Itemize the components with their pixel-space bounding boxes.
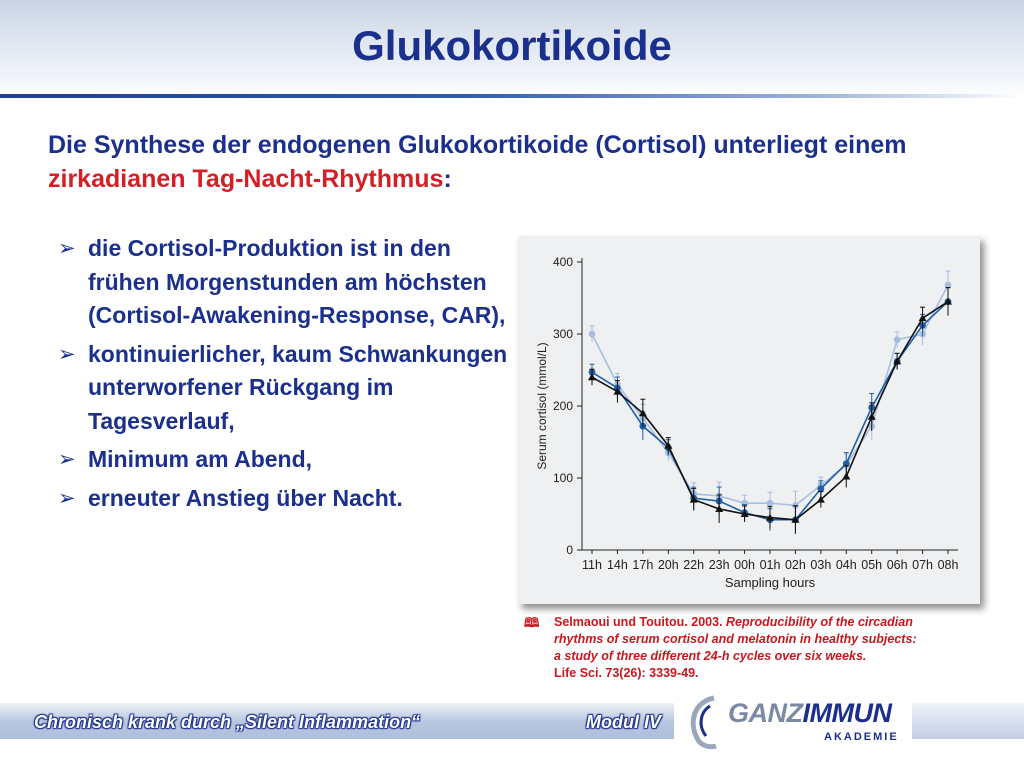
- subtitle-colon: :: [443, 165, 452, 193]
- citation-journal: Life Sci. 73(26): 3339-49.: [554, 666, 699, 680]
- bullet-item: [58, 232, 508, 333]
- cortisol-chart: [518, 236, 980, 604]
- bullet-text: kontinuierlicher, kaum Schwankungen unterworfener Rückgang im Tagesverlauf,: [88, 340, 508, 434]
- y-tick-label: 200: [552, 399, 573, 413]
- arrow-bullet-icon: ➢: [58, 237, 76, 260]
- citation: [524, 614, 994, 682]
- x-tick-label: 04h: [835, 558, 857, 572]
- logo-word-light: GANZ: [728, 698, 803, 728]
- bullet-text: Minimum am Abend,: [88, 446, 313, 472]
- series-line: [592, 285, 948, 505]
- citation-line: rhythms of serum cortisol and melatonin in healthy subjects:: [554, 632, 917, 646]
- data-point: [767, 500, 774, 507]
- x-tick-label: 22h: [683, 558, 705, 572]
- x-tick-label: 20h: [657, 558, 679, 572]
- bullet-item: [58, 443, 508, 477]
- y-tick-label: 300: [552, 327, 573, 341]
- subtitle-highlight: zirkadianen Tag-Nacht-Rhythmus: [48, 165, 444, 193]
- series-line: [592, 302, 948, 520]
- y-tick-label: 100: [552, 471, 573, 485]
- x-tick-label: 06h: [886, 558, 908, 572]
- x-axis-label: Sampling hours: [724, 575, 816, 590]
- subtitle-text: Die Synthese der endogenen Glukokortikoide (Cortisol) unterliegt einem: [48, 131, 907, 159]
- ganzimmun-logo-icon: [684, 692, 912, 752]
- x-tick-label: 23h: [708, 558, 730, 572]
- x-tick-label: 07h: [912, 558, 934, 572]
- title-underline: [0, 94, 1024, 98]
- data-point: [589, 331, 596, 338]
- logo-word-strong: IMMUN: [802, 698, 892, 728]
- citation-authors: Selmaoui und Touitou. 2003.: [554, 615, 727, 629]
- series-line: [592, 302, 948, 520]
- logo-wordmark: [728, 698, 891, 729]
- slide-subtitle: [48, 128, 978, 196]
- x-tick-label: 01h: [759, 558, 781, 572]
- arrow-bullet-icon: ➢: [58, 342, 76, 366]
- chart-axes: [553, 255, 959, 572]
- bullet-text: die Cortisol-Produktion ist in den frühen Morgenstunden am höchsten (Cortisol-Awakening-Response, CAR),: [88, 235, 506, 328]
- footer-bar: [0, 703, 674, 739]
- chart-svg: [518, 236, 980, 604]
- slide-title: Glukokortikoide: [352, 22, 672, 69]
- arrow-bullet-icon: ➢: [58, 486, 76, 510]
- x-tick-label: 14h: [606, 558, 628, 572]
- x-tick-label: 00h: [734, 558, 756, 572]
- x-tick-label: 11h: [582, 558, 602, 572]
- bullet-list: [58, 232, 508, 520]
- y-axis-label: Serum cortisol (mmol/L): [535, 342, 549, 470]
- book-icon: 🕮: [524, 615, 540, 630]
- footer-course-title: Chronisch krank durch „Silent Inflammation“: [34, 712, 421, 732]
- citation-text: [554, 614, 994, 682]
- data-point: [894, 336, 901, 343]
- data-point: [919, 314, 927, 321]
- data-point: [842, 473, 850, 480]
- footer-module: Modul IV: [586, 712, 661, 732]
- y-tick-label: 0: [566, 543, 573, 557]
- x-tick-label: 02h: [784, 558, 806, 572]
- y-tick-label: 400: [552, 255, 573, 269]
- citation-title: Reproducibility of the circadian: [726, 615, 913, 629]
- bullet-text: erneuter Anstieg über Nacht.: [88, 484, 403, 511]
- x-tick-label: 05h: [861, 558, 883, 572]
- citation-line: a study of three different 24-h cycles over six weeks.: [554, 649, 867, 663]
- footer-bar-end: [912, 703, 1024, 739]
- citation-line: [554, 614, 994, 631]
- x-tick-label: 03h: [810, 558, 832, 572]
- x-tick-label: 08h: [937, 558, 959, 572]
- bullet-item: [58, 338, 508, 439]
- chart-series: [588, 271, 952, 534]
- bullet-item: [58, 482, 508, 516]
- x-tick-label: 17h: [632, 558, 654, 572]
- arrow-bullet-icon: ➢: [58, 448, 76, 471]
- logo-swirl: [684, 692, 728, 752]
- logo-subtitle: AKADEMIE: [824, 731, 899, 743]
